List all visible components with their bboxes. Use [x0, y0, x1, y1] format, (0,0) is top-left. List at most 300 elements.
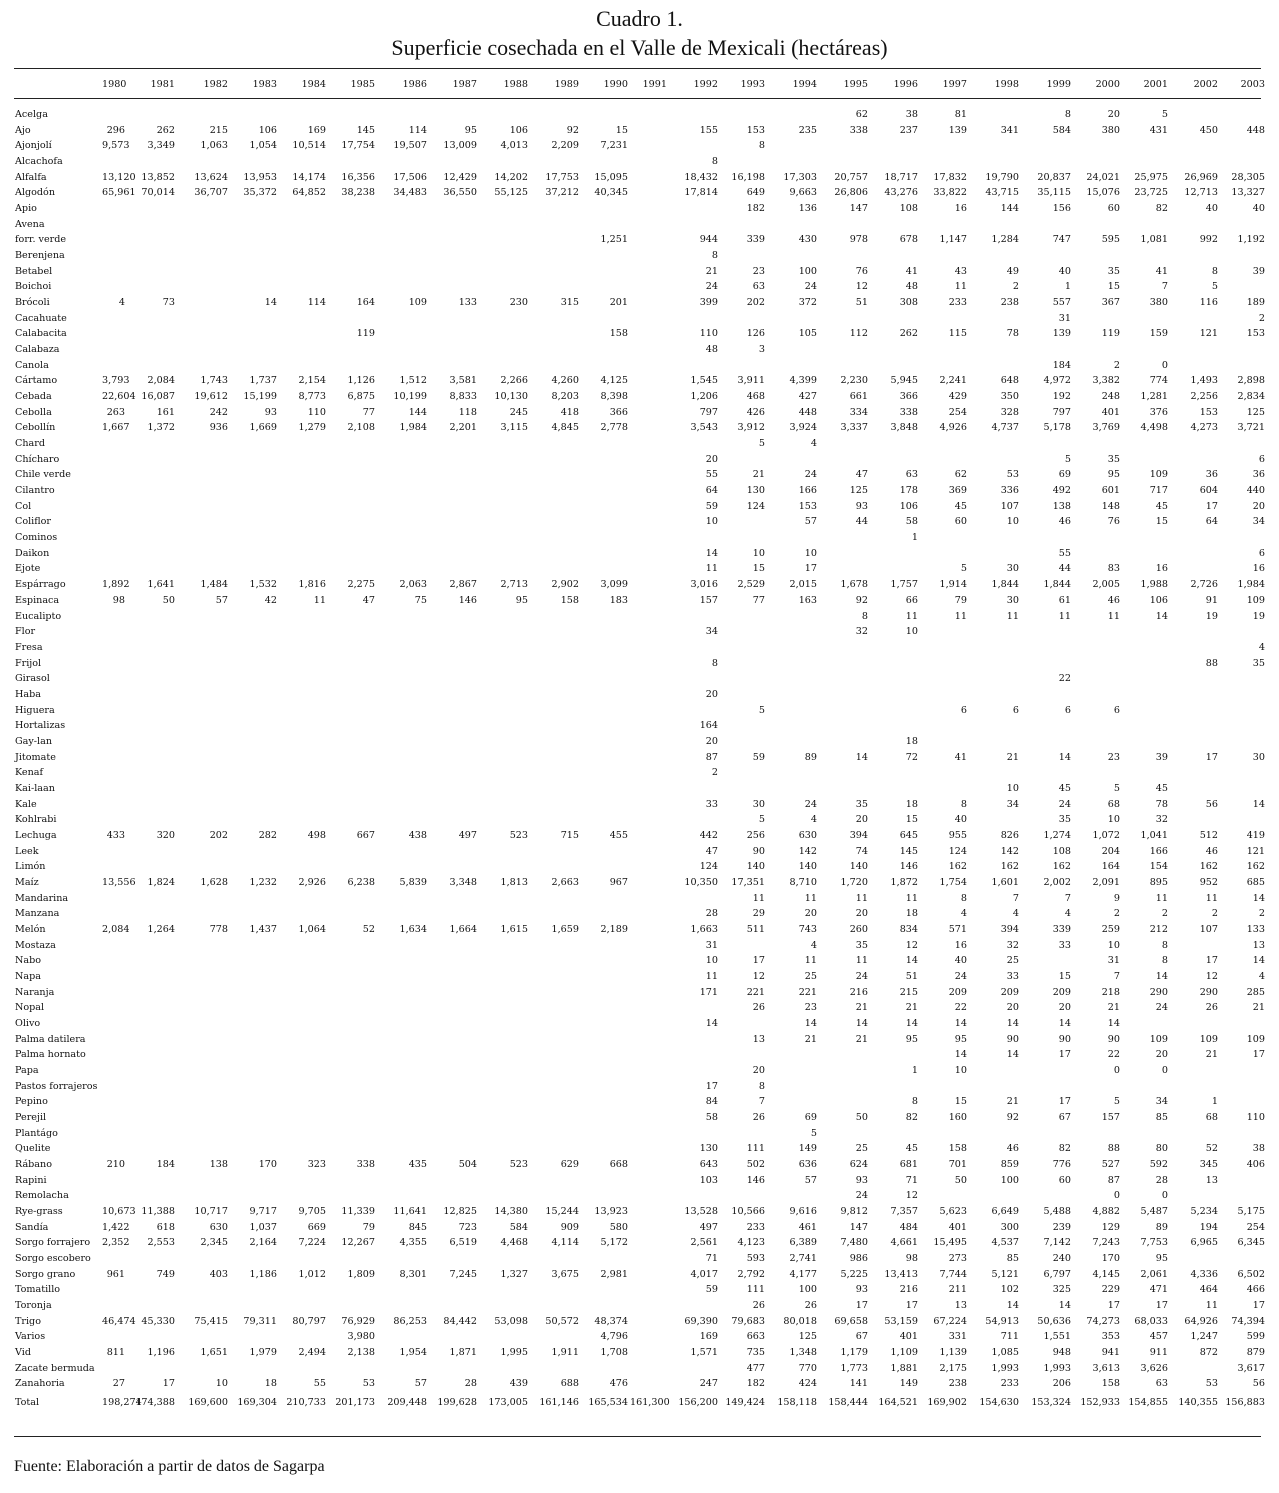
value-cell: 1,911	[551, 1347, 579, 1359]
crop-label: Sandía	[15, 1221, 49, 1233]
value-cell: 40	[954, 955, 967, 967]
value-cell: 4,796	[600, 1331, 628, 1343]
value-cell	[279, 483, 328, 499]
value-cell: 717	[1149, 485, 1168, 497]
value-cell	[127, 1361, 177, 1377]
value-cell: 21	[705, 265, 718, 277]
value-cell: 498	[307, 829, 326, 841]
value-cell: 16	[954, 203, 967, 215]
value-cell	[328, 107, 377, 123]
value-cell	[429, 812, 479, 828]
value-cell: 7,142	[1043, 1237, 1071, 1249]
value-cell: 372	[798, 297, 817, 309]
value-cell	[530, 1110, 581, 1126]
value-cell: 7	[1012, 892, 1019, 904]
value-cell: 22,604	[102, 391, 136, 403]
value-cell: 46	[1058, 516, 1071, 528]
value-cell: 6,389	[789, 1237, 817, 1249]
value-cell	[767, 248, 819, 264]
value-cell: 43	[954, 265, 967, 277]
value-cell: 376	[1149, 406, 1168, 418]
value-cell: 24	[1155, 1002, 1168, 1014]
value-cell: 12,713	[1184, 187, 1218, 199]
value-cell: 11	[855, 955, 868, 967]
value-cell: 45	[954, 500, 967, 512]
value-cell: 952	[1199, 876, 1218, 888]
value-cell	[429, 311, 479, 327]
value-cell: 14	[1155, 970, 1168, 982]
value-cell: 41	[1155, 265, 1168, 277]
value-cell	[530, 1329, 581, 1345]
value-cell	[630, 170, 669, 186]
value-cell	[177, 436, 230, 452]
value-cell	[581, 985, 630, 1001]
table-row	[14, 295, 1267, 311]
value-cell: 1,743	[200, 375, 228, 387]
crop-label: Flor	[15, 626, 36, 638]
value-cell	[230, 797, 279, 813]
value-cell: 440	[1246, 485, 1265, 497]
value-cell: 476	[609, 1378, 628, 1390]
value-cell: 32	[1155, 814, 1168, 826]
value-cell: 16	[1252, 563, 1265, 575]
value-cell	[1170, 311, 1220, 327]
value-cell: 254	[1246, 1221, 1265, 1233]
value-cell	[1122, 718, 1170, 734]
table-row	[14, 420, 1267, 436]
value-cell	[127, 467, 177, 483]
value-cell	[669, 1126, 720, 1142]
value-cell: 62	[855, 109, 868, 120]
value-cell	[581, 1361, 630, 1377]
value-cell	[767, 311, 819, 327]
value-cell: 4,737	[991, 422, 1019, 434]
value-cell	[530, 859, 581, 875]
crop-label: Trigo	[15, 1315, 41, 1327]
value-cell	[377, 311, 429, 327]
value-cell: 2	[711, 767, 718, 779]
value-cell: 1,993	[1043, 1362, 1071, 1374]
value-cell: 14	[954, 1049, 967, 1061]
table-row	[14, 1032, 1267, 1048]
value-cell	[102, 703, 127, 719]
value-cell	[530, 232, 581, 248]
value-cell	[328, 279, 377, 295]
value-cell: 14	[1006, 1017, 1019, 1029]
value-cell: 11	[705, 970, 718, 982]
value-cell	[279, 530, 328, 546]
value-cell	[819, 718, 870, 734]
value-cell	[177, 1126, 230, 1142]
crop-label: Quelite	[15, 1143, 51, 1155]
value-cell	[479, 1110, 530, 1126]
value-cell	[127, 546, 177, 562]
value-cell: 11	[804, 892, 817, 904]
value-cell	[1122, 217, 1170, 233]
value-cell	[720, 1126, 767, 1142]
value-cell: 630	[209, 1221, 228, 1233]
value-cell: 4,926	[939, 422, 967, 434]
value-cell: 159	[1149, 328, 1168, 340]
value-cell: 24	[705, 281, 718, 293]
value-cell	[630, 1110, 669, 1126]
value-cell	[377, 844, 429, 860]
table-row	[14, 953, 1267, 969]
value-cell: 11,388	[141, 1206, 175, 1218]
crop-label: Ajo	[15, 124, 31, 136]
value-cell: 10	[1006, 782, 1019, 794]
value-cell: 35	[1107, 453, 1120, 465]
value-cell: 1,512	[399, 375, 427, 387]
value-cell: 17	[1107, 1300, 1120, 1312]
value-cell: 14	[855, 751, 868, 763]
value-cell	[279, 781, 328, 797]
value-cell	[530, 1032, 581, 1048]
value-cell	[920, 138, 969, 154]
value-cell	[530, 985, 581, 1001]
table-row	[14, 546, 1267, 562]
value-cell	[581, 640, 630, 656]
value-cell: 10,350	[684, 876, 718, 888]
value-cell: 4,123	[737, 1237, 765, 1249]
value-cell: 189	[1246, 297, 1265, 309]
value-cell	[581, 1251, 630, 1267]
value-cell: 338	[849, 124, 868, 136]
value-cell: 59	[752, 751, 765, 763]
value-cell	[328, 1251, 377, 1267]
value-cell	[870, 781, 920, 797]
value-cell	[630, 373, 669, 389]
value-cell	[630, 703, 669, 719]
value-cell	[669, 1047, 720, 1063]
value-cell	[969, 452, 1021, 468]
crop-label: Frijol	[15, 657, 42, 669]
value-cell: 497	[458, 829, 477, 841]
value-cell	[969, 342, 1021, 358]
value-cell: 1,737	[249, 375, 277, 387]
value-cell: 107	[1000, 500, 1019, 512]
value-cell	[870, 1126, 920, 1142]
value-cell	[819, 530, 870, 546]
value-cell: 366	[899, 391, 918, 403]
crop-label: Limón	[15, 861, 46, 873]
value-cell	[102, 311, 127, 327]
value-cell	[479, 201, 530, 217]
value-cell	[127, 342, 177, 358]
table-row	[14, 1157, 1267, 1173]
value-cell	[377, 530, 429, 546]
value-cell: 2,175	[939, 1362, 967, 1374]
value-cell	[1021, 530, 1073, 546]
value-cell: 156,883	[1225, 1397, 1265, 1409]
table-row	[14, 232, 1267, 248]
value-cell	[969, 765, 1021, 781]
value-cell	[630, 264, 669, 280]
value-cell: 158	[1101, 1378, 1120, 1390]
value-cell	[429, 1251, 479, 1267]
crop-label: Papa	[15, 1064, 39, 1076]
value-cell: 57	[215, 594, 228, 606]
value-cell: 163	[798, 594, 817, 606]
value-cell: 34	[1006, 798, 1019, 810]
value-cell: 82	[905, 1112, 918, 1123]
value-cell: 9,616	[789, 1206, 817, 1218]
value-cell: 124	[948, 845, 967, 857]
value-cell: 643	[699, 1159, 718, 1171]
value-cell: 75	[414, 594, 427, 606]
crop-label: Cebollín	[15, 422, 56, 434]
value-cell	[127, 1094, 177, 1110]
value-cell	[479, 1329, 530, 1345]
value-cell	[870, 765, 920, 781]
value-cell	[630, 875, 669, 891]
table-row	[14, 1079, 1267, 1095]
value-cell	[920, 671, 969, 687]
value-cell	[581, 1126, 630, 1142]
value-cell	[127, 797, 177, 813]
value-cell: 85	[1155, 1112, 1168, 1123]
value-cell	[479, 1063, 530, 1079]
value-cell: 144	[408, 406, 427, 418]
value-cell	[102, 452, 127, 468]
value-cell: 79	[954, 594, 967, 606]
value-cell	[530, 561, 581, 577]
value-cell	[1220, 687, 1267, 703]
value-cell	[630, 640, 669, 656]
crop-label: Apio	[15, 203, 37, 215]
value-cell	[102, 201, 127, 217]
value-cell	[328, 1047, 377, 1063]
value-cell	[530, 891, 581, 907]
value-cell: 13,120	[102, 171, 136, 183]
value-cell: 204	[1101, 845, 1120, 857]
value-cell: 43,715	[985, 187, 1019, 199]
value-cell	[669, 891, 720, 907]
value-cell: 157	[699, 594, 718, 606]
value-cell: 58	[905, 516, 918, 528]
value-cell: 1,914	[939, 579, 967, 591]
value-cell: 645	[899, 829, 918, 841]
value-cell	[479, 467, 530, 483]
crop-label: Palma hornato	[15, 1049, 86, 1061]
value-cell: 601	[1101, 485, 1120, 497]
value-cell: 10,199	[393, 391, 427, 403]
table-row	[14, 1329, 1267, 1345]
value-cell	[429, 514, 479, 530]
value-cell: 457	[1149, 1331, 1168, 1343]
value-cell: 20	[1252, 500, 1265, 512]
value-cell	[230, 217, 279, 233]
table-row	[14, 217, 1267, 233]
value-cell	[377, 703, 429, 719]
value-cell: 8	[1161, 955, 1168, 967]
value-cell	[377, 514, 429, 530]
value-cell	[581, 624, 630, 640]
value-cell	[127, 640, 177, 656]
value-cell	[177, 1329, 230, 1345]
value-cell	[102, 938, 127, 954]
value-cell: 140	[798, 861, 817, 873]
value-cell	[279, 1282, 328, 1298]
value-cell	[870, 718, 920, 734]
value-cell	[1122, 452, 1170, 468]
value-cell	[1220, 1063, 1267, 1079]
value-cell	[1073, 718, 1122, 734]
value-cell: 290	[1199, 986, 1218, 998]
value-cell: 10	[804, 547, 817, 559]
value-cell	[767, 530, 819, 546]
value-cell	[230, 781, 279, 797]
value-cell: 9,812	[840, 1206, 868, 1218]
value-cell	[720, 624, 767, 640]
value-cell: 95	[464, 124, 477, 136]
value-cell	[479, 1141, 530, 1157]
value-cell	[328, 1063, 377, 1079]
value-cell	[127, 671, 177, 687]
value-cell: 46	[1006, 1143, 1019, 1155]
value-cell	[429, 687, 479, 703]
value-cell	[1220, 718, 1267, 734]
value-cell	[969, 1063, 1021, 1079]
value-cell: 2,792	[737, 1268, 765, 1280]
crop-label: Eucalipto	[15, 610, 62, 622]
value-cell	[377, 452, 429, 468]
value-cell	[429, 1141, 479, 1157]
value-cell	[1220, 734, 1267, 750]
value-cell: 1,871	[449, 1347, 477, 1359]
value-cell	[328, 640, 377, 656]
value-cell: 10	[954, 1064, 967, 1076]
value-cell	[479, 985, 530, 1001]
value-cell: 156	[1052, 203, 1071, 215]
value-cell	[920, 765, 969, 781]
table-row	[14, 1016, 1267, 1032]
value-cell: 52	[362, 923, 375, 935]
value-cell	[530, 248, 581, 264]
value-cell: 20	[804, 908, 817, 920]
value-cell	[230, 1110, 279, 1126]
value-cell: 90	[752, 845, 765, 857]
table-row	[14, 1361, 1267, 1377]
value-cell	[530, 1141, 581, 1157]
value-cell	[328, 812, 377, 828]
value-cell: 394	[1000, 923, 1019, 935]
value-cell: 15,095	[594, 171, 628, 183]
value-cell	[479, 656, 530, 672]
value-cell	[630, 405, 669, 421]
value-cell	[230, 1251, 279, 1267]
value-cell: 3,769	[1092, 422, 1120, 434]
value-cell: 967	[609, 876, 628, 888]
value-cell	[230, 812, 279, 828]
value-cell: 69	[804, 1112, 817, 1123]
value-cell	[581, 264, 630, 280]
table-row	[14, 891, 1267, 907]
value-cell: 259	[1101, 923, 1120, 935]
value-cell: 11	[1205, 1300, 1218, 1312]
value-cell: 221	[746, 986, 765, 998]
value-cell	[1220, 342, 1267, 358]
value-cell	[630, 1298, 669, 1314]
value-cell	[630, 201, 669, 217]
value-cell	[1073, 765, 1122, 781]
value-cell: 484	[899, 1221, 918, 1233]
value-cell	[177, 232, 230, 248]
value-cell	[279, 279, 328, 295]
value-cell: 147	[849, 1221, 868, 1233]
value-cell	[279, 624, 328, 640]
value-cell: 435	[408, 1159, 427, 1171]
value-cell	[630, 1047, 669, 1063]
value-cell	[1021, 342, 1073, 358]
value-cell	[127, 624, 177, 640]
value-cell	[819, 1094, 870, 1110]
value-cell: 238	[1000, 297, 1019, 309]
value-cell	[630, 436, 669, 452]
value-cell	[969, 1126, 1021, 1142]
value-cell	[102, 656, 127, 672]
value-cell: 9	[1113, 892, 1120, 904]
value-cell	[479, 514, 530, 530]
table-row	[14, 311, 1267, 327]
value-cell: 5,225	[840, 1268, 868, 1280]
value-cell	[102, 264, 127, 280]
value-cell	[1170, 812, 1220, 828]
value-cell: 936	[209, 422, 228, 434]
value-cell	[630, 561, 669, 577]
value-cell: 17	[162, 1378, 175, 1390]
value-cell: 154,630	[979, 1397, 1019, 1409]
value-cell: 63	[1155, 1378, 1168, 1390]
value-cell	[630, 718, 669, 734]
value-cell	[429, 969, 479, 985]
year-header: 1987	[452, 79, 477, 90]
value-cell	[530, 797, 581, 813]
value-cell	[669, 358, 720, 374]
value-cell	[429, 546, 479, 562]
value-cell: 17,832	[933, 171, 967, 183]
value-cell	[230, 1141, 279, 1157]
value-cell	[279, 436, 328, 452]
value-cell	[1170, 138, 1220, 154]
value-cell: 95	[905, 1033, 918, 1045]
value-cell	[127, 703, 177, 719]
value-cell	[479, 107, 530, 123]
value-cell: 221	[798, 986, 817, 998]
value-cell	[630, 922, 669, 938]
value-cell	[377, 640, 429, 656]
crop-label: Brócoli	[15, 297, 50, 309]
value-cell	[1170, 938, 1220, 954]
value-cell	[669, 138, 720, 154]
value-cell: 79,683	[731, 1315, 765, 1327]
value-cell: 75,415	[194, 1315, 228, 1327]
value-cell	[720, 938, 767, 954]
value-cell	[127, 201, 177, 217]
value-cell	[530, 656, 581, 672]
value-cell: 25,975	[1134, 171, 1168, 183]
value-cell: 872	[1199, 1347, 1218, 1359]
crop-label: Chard	[15, 438, 45, 450]
value-cell	[479, 938, 530, 954]
value-cell: 4,399	[789, 375, 817, 387]
value-cell	[1170, 1126, 1220, 1142]
value-cell	[377, 467, 429, 483]
value-cell: 69	[1058, 469, 1071, 481]
value-cell: 7,744	[939, 1268, 967, 1280]
crop-label: Pastos forrajeros	[15, 1080, 98, 1092]
value-cell	[230, 859, 279, 875]
